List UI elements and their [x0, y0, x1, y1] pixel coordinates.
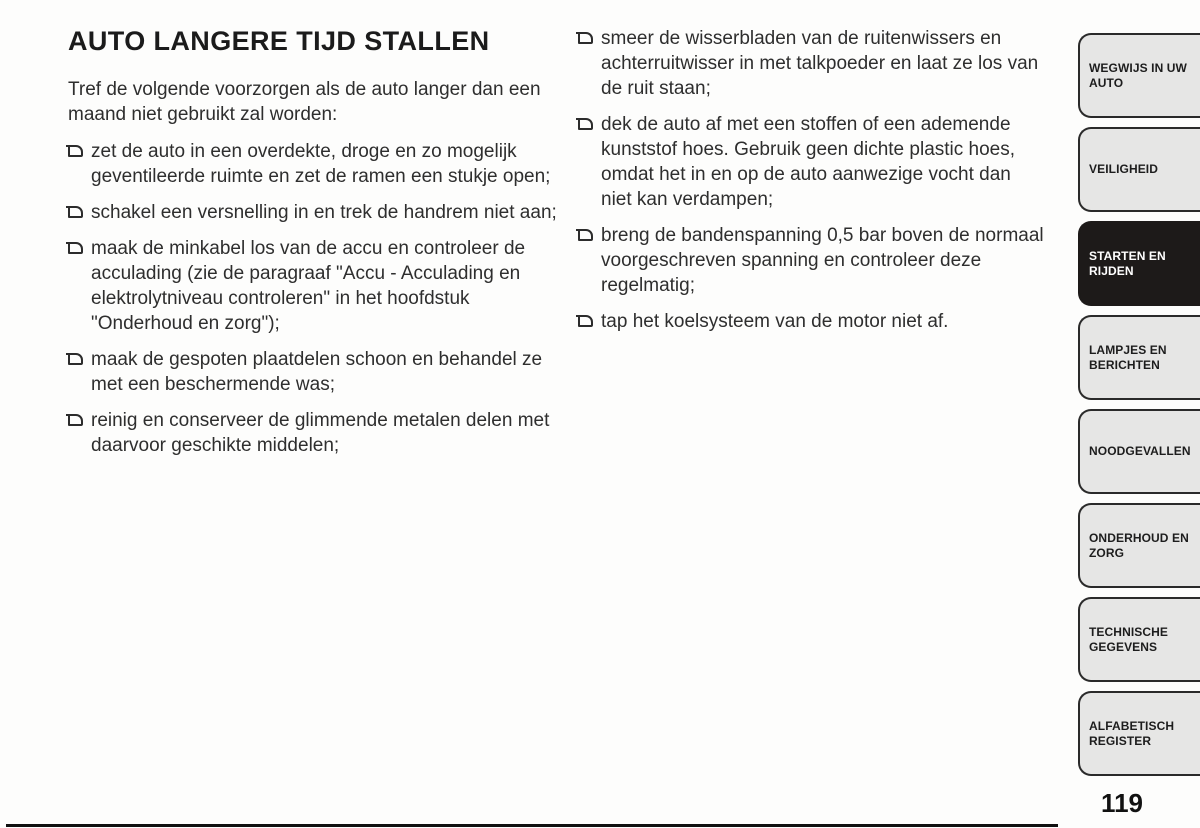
checklist-left [68, 139, 568, 458]
chapter-tab[interactable] [1078, 597, 1200, 682]
intro-paragraph: Tref de volgende voorzorgen als de auto langer dan een maand niet gebruikt zal worden: [68, 79, 541, 125]
checklist-item [68, 408, 568, 458]
checklist-item-text: schakel een versnelling in en trek de handrem niet aan; [91, 202, 557, 223]
chapter-tab[interactable] [1078, 33, 1200, 118]
checklist-item [68, 200, 568, 225]
checklist-item-text: zet de auto in een overdekte, droge en zo mogelijk geventileerde ruimte en zet de ramen een stukje open; [91, 141, 551, 187]
chapter-tab[interactable] [1078, 221, 1200, 306]
chapter-tab[interactable] [1078, 503, 1200, 588]
chapter-tab[interactable] [1078, 409, 1200, 494]
checkbox-icon [578, 229, 593, 241]
chapter-tab-sidebar [1078, 33, 1200, 776]
checkbox-icon [68, 353, 83, 365]
chapter-tab-label: STARTEN EN RIJDEN [1089, 248, 1166, 278]
chapter-tab-label: VEILIGHEID [1089, 162, 1159, 176]
right-column [578, 26, 1046, 345]
left-column [68, 26, 568, 469]
checklist-item-text: smeer de wisserbladen van de ruitenwissers en achterruitwisser in met talkpoeder en laat ze los van de ruit staan; [601, 28, 1039, 99]
chapter-tab-label: NOODGEVALLEN [1089, 444, 1191, 458]
checklist-item [578, 112, 1046, 212]
checklist-item-text: tap het koelsysteem van de motor niet af. [601, 311, 949, 332]
checkbox-icon [68, 145, 83, 157]
checklist-item [68, 139, 568, 189]
checklist-item-text: breng de bandenspanning 0,5 bar boven de normaal voorgeschreven spanning en controleer deze regelmatig; [601, 225, 1044, 296]
checkbox-icon [578, 32, 593, 44]
chapter-tab[interactable] [1078, 691, 1200, 776]
chapter-tab-label: LAMPJES EN BERICHTEN [1089, 342, 1167, 372]
chapter-tab-label: TECHNISCHE GEGEVENS [1089, 624, 1169, 654]
checkbox-icon [578, 118, 593, 130]
checkbox-icon [68, 414, 83, 426]
checklist-item [578, 309, 1046, 334]
checklist-item-text: dek de auto af met een stoffen of een ademende kunststof hoes. Gebruik geen dichte plastic hoes, omdat het in en op de auto aanwezige vocht dan niet kan verdampen; [601, 114, 1016, 210]
checkbox-icon [578, 315, 593, 327]
chapter-tab[interactable] [1078, 127, 1200, 212]
chapter-tab[interactable] [1078, 315, 1200, 400]
checklist-item [68, 236, 568, 336]
checklist-right [578, 26, 1046, 334]
chapter-tab-label: ALFABETISCH REGISTER [1089, 718, 1175, 748]
checklist-item-text: maak de minkabel los van de accu en controleer de acculading (zie de paragraaf "Accu - Acculading en elektrolytniveau controleren" in het hoofdstuk "Onderhoud en zorg"); [91, 238, 526, 334]
checklist-item [578, 223, 1046, 298]
footer-rule [6, 824, 1058, 827]
checkbox-icon [68, 242, 83, 254]
checklist-item [578, 26, 1046, 101]
checklist-item-text: maak de gespoten plaatdelen schoon en behandel ze met een beschermende was; [91, 349, 543, 395]
page-title: AUTO LANGERE TIJD STALLEN [68, 26, 490, 56]
checkbox-icon [68, 206, 83, 218]
checklist-item-text: reinig en conserveer de glimmende metalen delen met daarvoor geschikte middelen; [91, 410, 550, 456]
chapter-tab-label: WEGWIJS IN UW AUTO [1089, 60, 1187, 90]
page-number: 119 [1101, 788, 1143, 818]
checklist-item [68, 347, 568, 397]
chapter-tab-label: ONDERHOUD EN ZORG [1089, 530, 1189, 560]
